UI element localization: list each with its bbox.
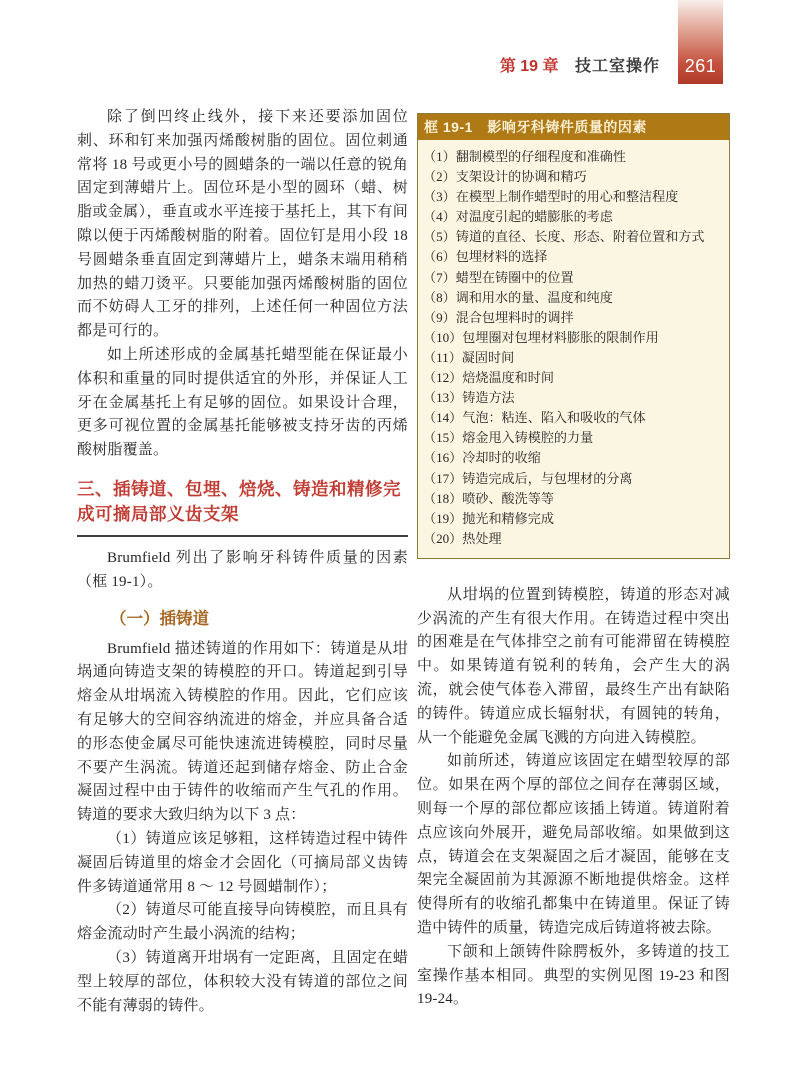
paragraph-sprue-shape: 从坩埚的位置到铸模腔，铸道的形态对减少涡流的产生有很大作用。在铸造过程中突出的困难是在气体排空之前有可能滞留在铸模腔中。如果铸道有锐利的转角，会产生大的涡流，就会使气体卷入滞留，最终生产出有缺陷的铸件。铸道应成长辐射状，有圆钝的转角，从一个能避免金属飞溅的方向进入铸模腔。 (417, 586, 730, 746)
factor-item: （17）铸造完成后，与包埋材的分离 (423, 470, 633, 486)
factor-item: （11）凝固时间 (423, 349, 515, 365)
factor-item: （18）喷砂、酸洗等等 (423, 490, 554, 506)
paragraph-sprue-attachment: 如前所述，铸道应该固定在蜡型较厚的部位。如果在两个厚的部位之间存在薄弱区域，则每一个厚的部位都应该插上铸道。铸道附着点应该向外展开，避免局部收缩。如果做到这点，铸道会在支架凝固之后才凝固，能够在支架完全凝固前为其源源不断地提供熔金。这样使得所有的收缩孔都集中在铸道里。保证了铸造中铸件的质量，铸造完成后铸道将被去除。 (417, 753, 730, 937)
factor-item: （7）蜡型在铸圈中的位置 (423, 269, 574, 285)
factor-item: （3）在模型上制作蜡型时的用心和整洁程度 (423, 189, 679, 205)
paragraph-wax-pattern: 如上所述形成的金属基托蜡型能在保证最小体积和重量的同时提供适宜的外形，并保证人工牙在金属基托上有足够的固位。如果设计合理，更多可视位置的金属基托能够被支持牙齿的丙烯酸树脂覆盖。 (77, 346, 408, 459)
factors-box (417, 113, 730, 559)
factor-item: （5）铸道的直径、长度、形态、附着位置和方式 (423, 229, 705, 245)
page-number-badge (678, 0, 723, 84)
paragraph-examples: 下颌和上颌铸件除腭板外，多铸道的技工室操作基本相同。典型的实例见图 19-23 和图 19-24。 (417, 943, 730, 1008)
left-column (77, 106, 408, 1018)
factor-item: （9）混合包埋料时的调拌 (423, 309, 574, 325)
chapter-header (500, 53, 660, 76)
factors-box-title: 框 19-1 影响牙科铸件质量的因素 (418, 114, 729, 140)
chapter-title: 技工室操作 (574, 58, 660, 75)
factor-item: （2）支架设计的协调和精巧 (423, 169, 587, 185)
page-number: 261 (684, 56, 717, 76)
factor-item: （14）气泡：粘连、陷入和吸收的气体 (423, 410, 646, 426)
numbered-point-1: （1）铸道应该足够粗，这样铸造过程中铸件凝固后铸道里的熔金才会固化（可摘局部义齿铸件多铸道通常用 8 ～ 12 号圆蜡制作）； (77, 830, 408, 895)
right-column (417, 113, 730, 1012)
factor-item: （4）对温度引起的蜡膨胀的考虑 (423, 209, 613, 225)
factor-item: （19）抛光和精修完成 (423, 510, 554, 526)
factors-list (418, 140, 729, 558)
factor-item: （10）包埋圈对包埋材料膨胀的限制作用 (423, 329, 659, 345)
factor-item: （8）调和用水的量、温度和纯度 (423, 289, 613, 305)
numbered-point-2: （2）铸道尽可能直接导向铸模腔，而且具有熔金流动时产生最小涡流的结构； (77, 902, 408, 943)
factor-item: （1）翻制模型的仔细程度和准确性 (423, 149, 626, 164)
factor-item: （13）铸造方法 (423, 390, 515, 406)
numbered-point-3: （3）铸道离开坩埚有一定距离，且固定在蜡型上较厚的部位，体积较大没有铸道的部位之间不能有薄弱的铸件。 (77, 949, 408, 1014)
paragraph-brumfield-list: Brumfield 列出了影响牙科铸件质量的因素（框 19-1）。 (77, 549, 408, 590)
paragraph-retention: 除了倒凹终止线外，接下来还要添加固位刺、环和钉来加强丙烯酸树脂的固位。固位刺通常将 18 号或更小号的圆蜡条的一端以任意的锐角固定到薄蜡片上。固位环是小型的圆环（蜡、树脂或金属），垂直或水平连接于基托上，其下有间隙以便于丙烯酸树脂的附着。固位钉是用小段 18 号圆蜡条垂直固定到薄蜡片上，蜡条末端用稍稍加热的蜡刀烫平。只要能加强丙烯酸树脂的固位而不妨碍人工牙的排列，上述任何一种固位方法都是可行的。 (77, 109, 408, 340)
factor-item: （15）熔金甩入铸模腔的力量 (423, 430, 594, 446)
chapter-label: 第 19 章 (499, 58, 559, 75)
subsection-heading-sprue: （一）插铸道 (110, 609, 209, 628)
section-heading: 三、插铸道、包埋、焙烧、铸造和精修完成可摘局部义齿支架 (77, 477, 408, 537)
factor-item: （6）包埋材料的选择 (423, 249, 548, 265)
paragraph-sprue-function: Brumfield 描述铸道的作用如下：铸道是从坩埚通向铸造支架的铸模腔的开口。铸道起到引导熔金从坩埚流入铸模腔的作用。因此，它们应该有足够大的空间容纳流进的熔金，并应具备合适的形态使金属尽可能快速流进铸模腔，同时尽量不要产生涡流。铸道还起到储存熔金、防止合金凝固过程中由于铸件的收缩而产生气孔的作用。铸道的要求大致归纳为以下 3 点： (77, 640, 408, 824)
factor-item: （20）热处理 (423, 530, 502, 546)
factor-item: （12）焙烧温度和时间 (423, 370, 554, 386)
factor-item: （16）冷却时的收缩 (423, 450, 541, 466)
